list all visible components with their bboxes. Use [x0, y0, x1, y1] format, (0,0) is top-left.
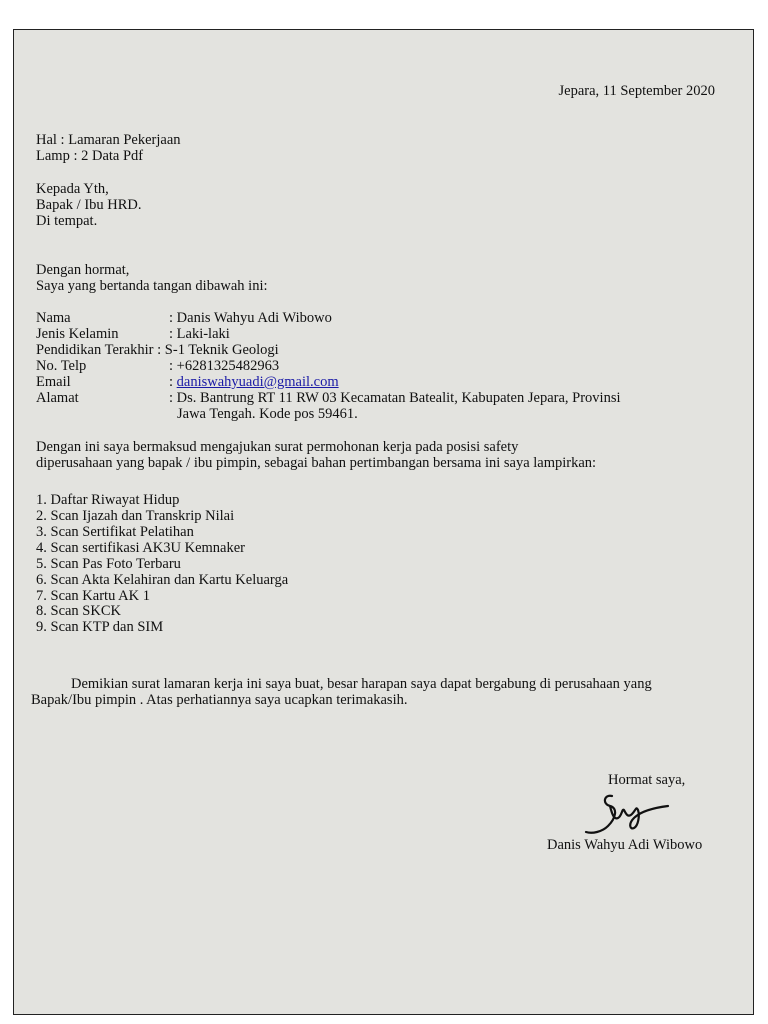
- colon: :: [169, 310, 177, 326]
- subject-line: Hal : Lamaran Pekerjaan: [36, 132, 181, 148]
- list-item: 7. Scan Kartu AK 1: [36, 588, 150, 604]
- addressee-line-2: Bapak / Ibu HRD.: [36, 197, 142, 213]
- list-item: 9. Scan KTP dan SIM: [36, 619, 164, 635]
- list-item: 8. Scan SKCK: [36, 603, 121, 619]
- list-item: 4. Scan sertifikasi AK3U Kemnaker: [36, 540, 245, 556]
- identity-label: Alamat: [36, 390, 79, 406]
- body-line-2: diperusahaan yang bapak / ibu pimpin, sebagai bahan pertimbangan bersama ini saya lampirkan:: [36, 455, 597, 471]
- colon: :: [169, 390, 177, 406]
- identity-value: Ds. Bantrung RT 11 RW 03 Kecamatan Batealit, Kabupaten Jepara, Provinsi: [176, 390, 621, 406]
- identity-row-phone: [36, 358, 279, 374]
- identity-row-education: [36, 342, 279, 358]
- identity-value: +6281325482963: [176, 358, 280, 374]
- colon: :: [169, 374, 177, 390]
- intro-text: Saya yang bertanda tangan dibawah ini:: [36, 278, 268, 294]
- closing-line-2: Bapak/Ibu pimpin . Atas perhatiannya saya ucapkan terimakasih.: [31, 692, 408, 708]
- identity-row-gender: [36, 326, 230, 342]
- greeting: Dengan hormat,: [36, 262, 130, 278]
- identity-label: Pendidikan Terakhir: [36, 342, 154, 358]
- list-item: 5. Scan Pas Foto Terbaru: [36, 556, 181, 572]
- closing-line-1: Demikian surat lamaran kerja ini saya buat, besar harapan saya dapat bergabung di perusahaan yang: [71, 676, 652, 692]
- sign-off: Hormat saya,: [608, 772, 686, 788]
- letter-date: Jepara, 11 September 2020: [558, 83, 715, 99]
- identity-label: No. Telp: [36, 358, 87, 374]
- attachment-line: Lamp : 2 Data Pdf: [36, 148, 144, 164]
- identity-row-name: [36, 310, 332, 326]
- email-link[interactable]: daniswahyuadi@gmail.com: [176, 374, 339, 390]
- identity-row-email: [36, 374, 339, 390]
- signature-image: [582, 788, 672, 838]
- body-line-1: Dengan ini saya bermaksud mengajukan surat permohonan kerja pada posisi safety: [36, 439, 519, 455]
- identity-value: Danis Wahyu Adi Wibowo: [176, 310, 332, 326]
- identity-value: S-1 Teknik Geologi: [164, 342, 279, 358]
- addressee-line-1: Kepada Yth,: [36, 181, 109, 197]
- colon: :: [153, 342, 165, 358]
- list-item: 6. Scan Akta Kelahiran dan Kartu Keluarga: [36, 572, 289, 588]
- colon: :: [169, 326, 177, 342]
- address-continuation: Jawa Tengah. Kode pos 59461.: [177, 406, 358, 422]
- letter-page: [13, 29, 754, 1015]
- list-item: 2. Scan Ijazah dan Transkrip Nilai: [36, 508, 235, 524]
- identity-label: Jenis Kelamin: [36, 326, 119, 342]
- colon: :: [169, 358, 177, 374]
- identity-row-address: [36, 390, 621, 406]
- signer-name: Danis Wahyu Adi Wibowo: [547, 837, 703, 853]
- identity-label: Nama: [36, 310, 71, 326]
- list-item: 3. Scan Sertifikat Pelatihan: [36, 524, 194, 540]
- identity-label: Email: [36, 374, 71, 390]
- addressee-line-3: Di tempat.: [36, 213, 98, 229]
- identity-value: Laki-laki: [176, 326, 230, 342]
- list-item: 1. Daftar Riwayat Hidup: [36, 492, 180, 508]
